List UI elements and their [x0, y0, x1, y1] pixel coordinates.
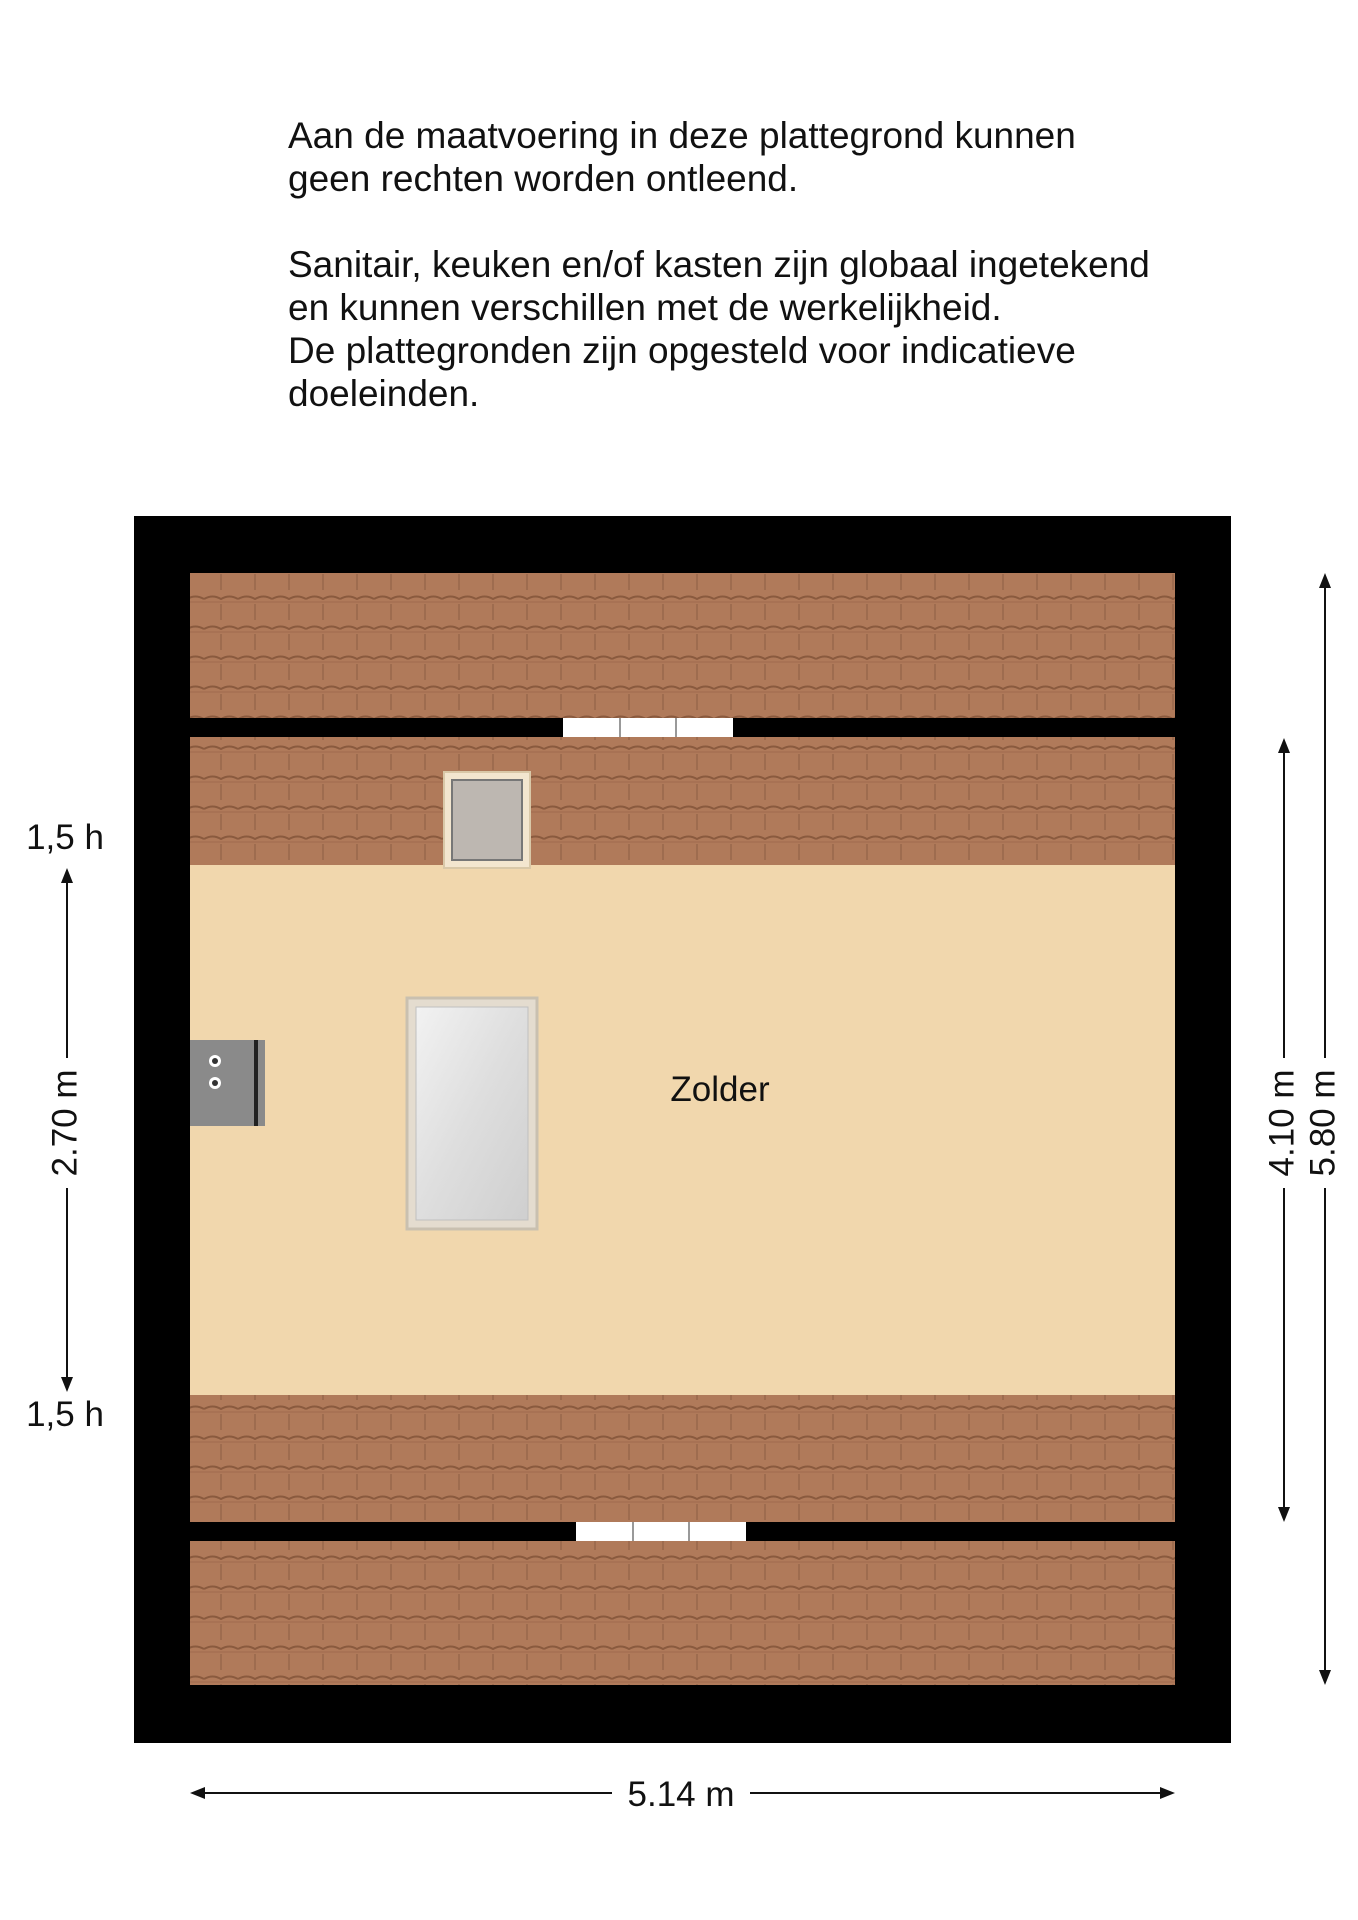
attic-floor [190, 865, 1175, 1395]
depth-inner-dimension [1262, 738, 1301, 1522]
disclaimer-line: Sanitair, keuken en/of kasten zijn globaal ingetekend [288, 244, 1150, 285]
disclaimer-line: en kunnen verschillen met de werkelijkheid. [288, 287, 1002, 328]
depth-inner-label: 4.10 m [1262, 1069, 1302, 1177]
roof-band-top-outer [190, 573, 1175, 718]
disclaimer-line: doeleinden. [288, 373, 480, 414]
window-bottom [576, 1522, 746, 1541]
window-top [563, 718, 733, 737]
headroom-top-label: 1,5 h [26, 818, 104, 857]
headroom-span-label: 2.70 m [45, 1069, 85, 1177]
headroom-bottom-label: 1,5 h [26, 1395, 104, 1434]
room-label: Zolder [670, 1070, 770, 1109]
roof-band-top-inner [190, 737, 1175, 865]
disclaimer-line: geen rechten worden ontleend. [288, 158, 799, 199]
disclaimer-line: De plattegronden zijn opgesteld voor indicatieve [288, 330, 1076, 371]
width-dimension [190, 1775, 1175, 1814]
skylight-icon [444, 772, 530, 868]
chimney-flue-icon [190, 1040, 265, 1126]
disclaimer-line: Aan de maatvoering in deze plattegrond kunnen [288, 115, 1076, 156]
roof-band-bottom-outer [190, 1541, 1175, 1685]
width-dimension-label: 5.14 m [627, 1775, 735, 1814]
headroom-dimension [45, 868, 84, 1392]
depth-outer-label: 5.80 m [1303, 1069, 1343, 1177]
depth-outer-dimension [1303, 573, 1342, 1685]
roof-band-bottom-inner [190, 1395, 1175, 1522]
floor-hatch-icon [407, 998, 537, 1229]
